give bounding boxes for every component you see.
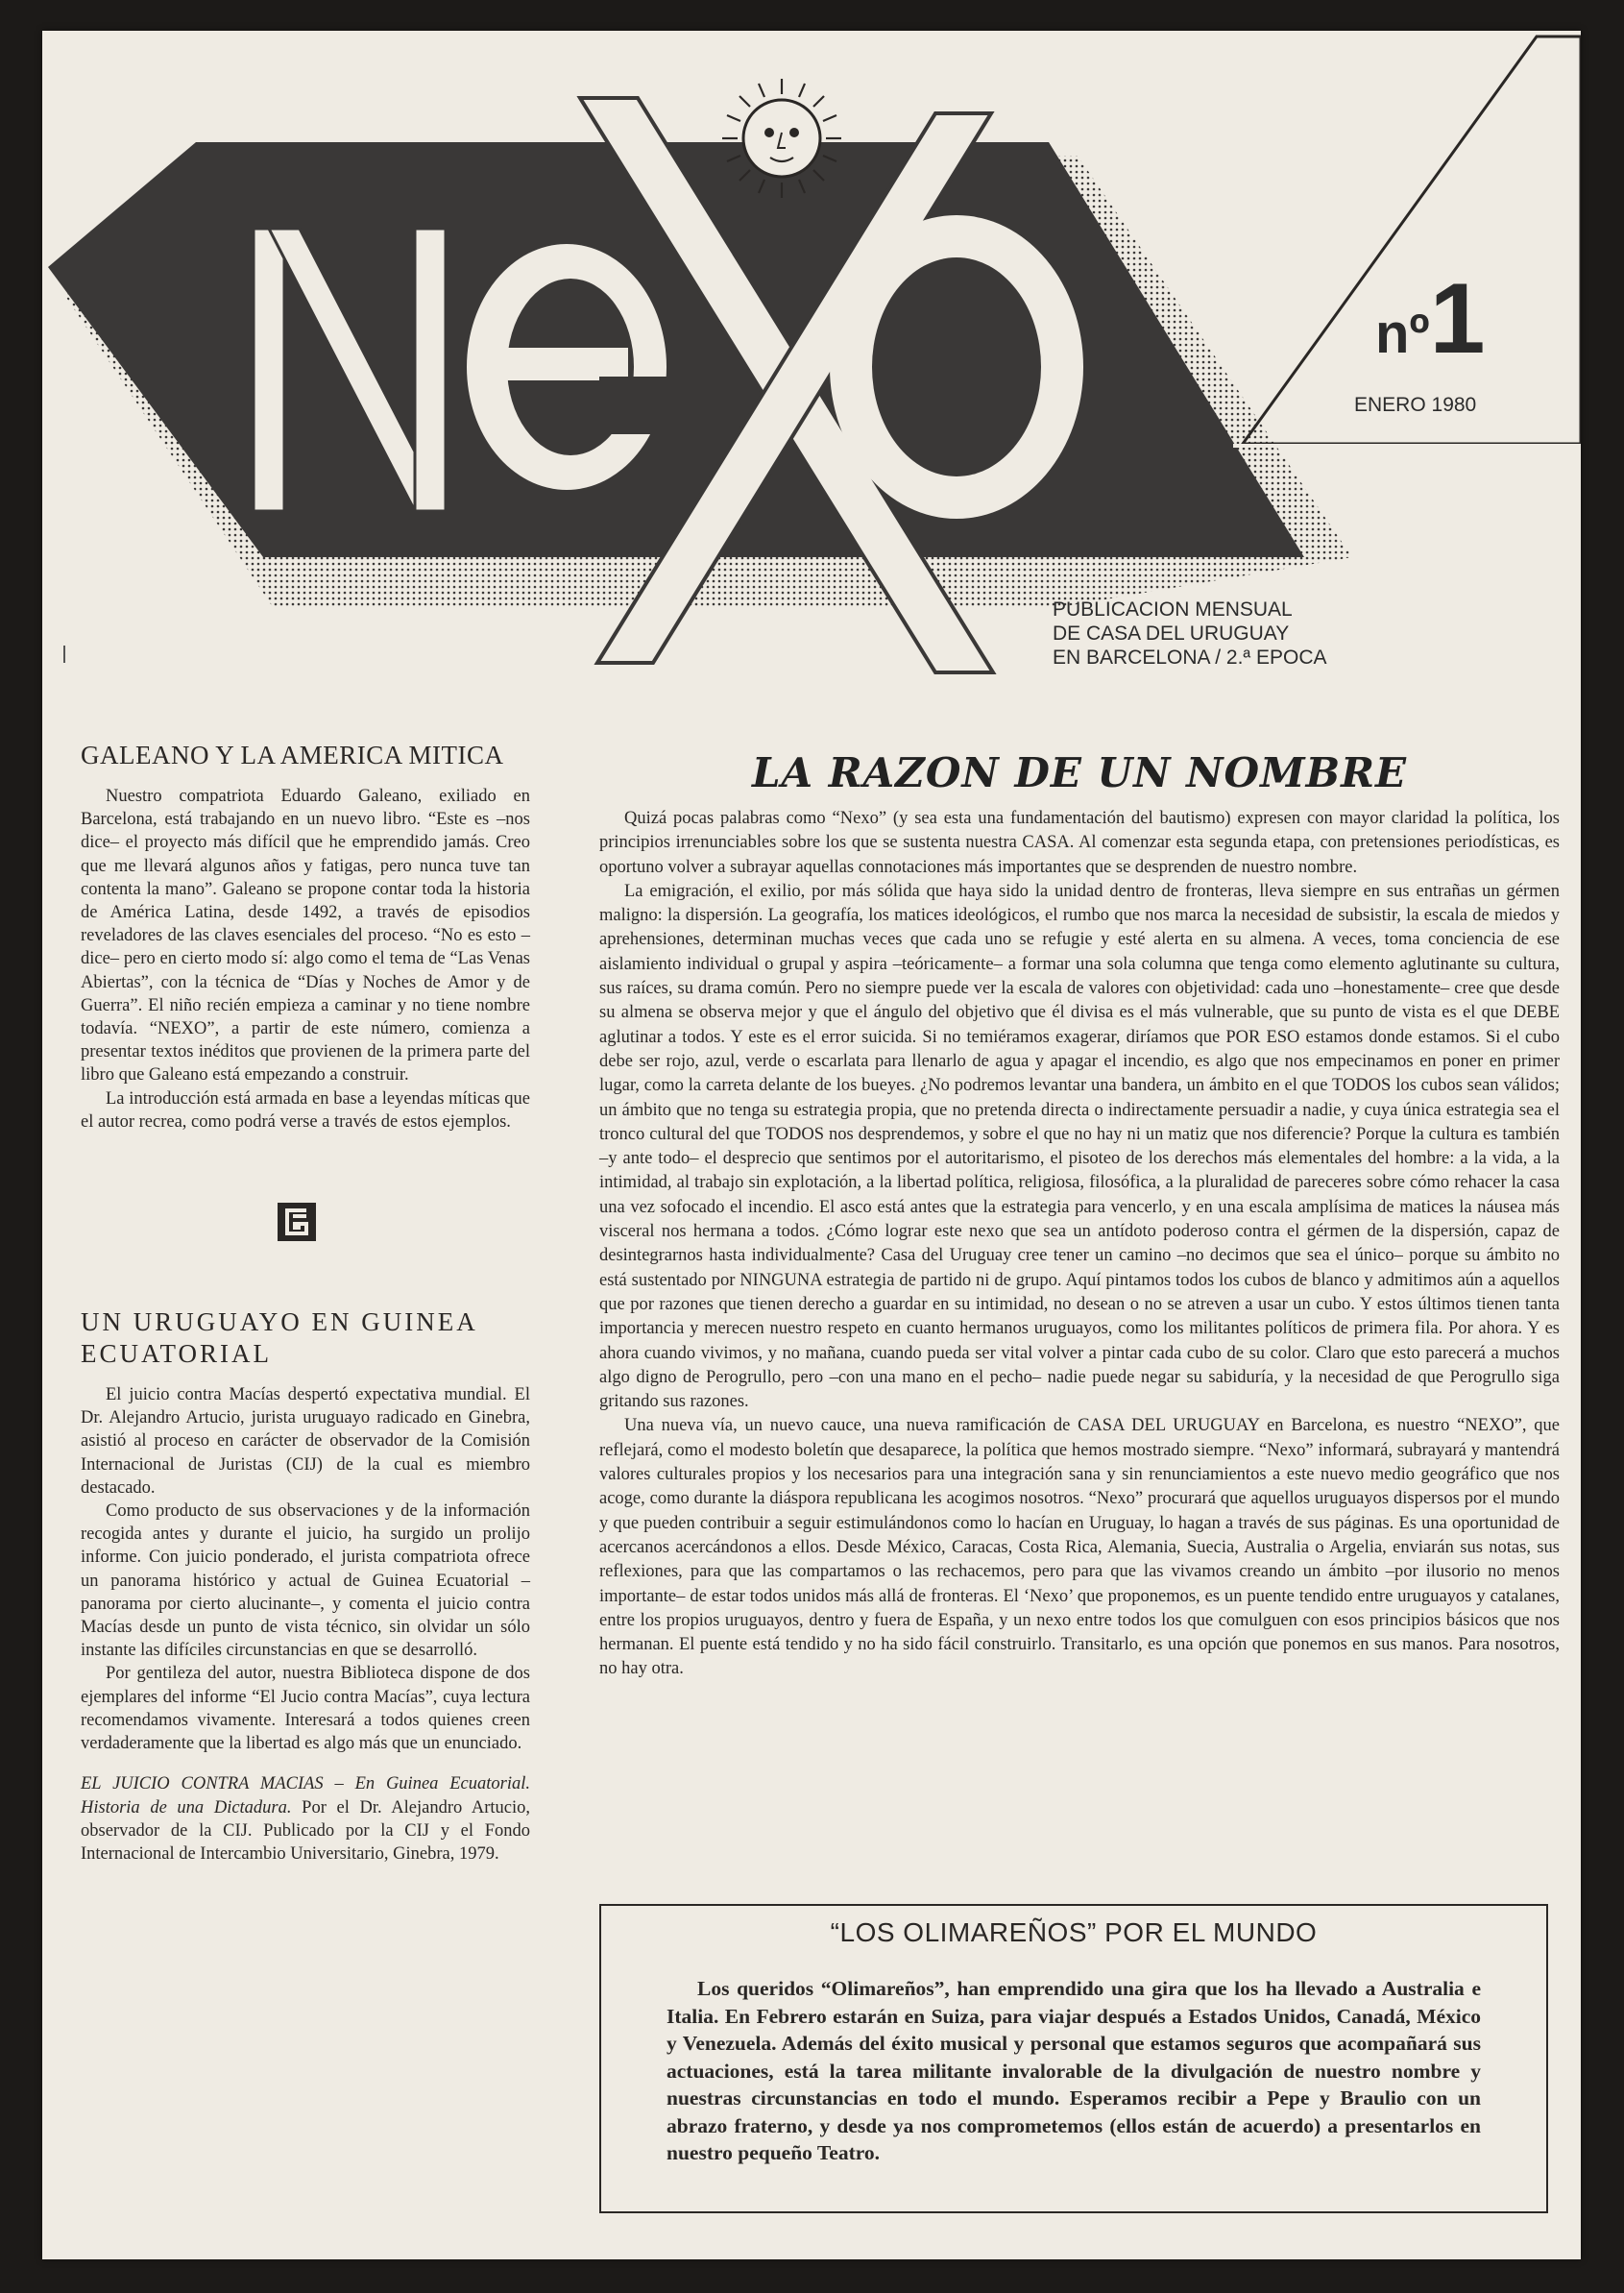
publication-info: PUBLICACION MENSUAL DE CASA DEL URUGUAY EN BARCELONA / 2.ª EPOCA — [1053, 598, 1327, 669]
left-column — [81, 740, 530, 1866]
issue-triangle — [1243, 37, 1581, 444]
box-text: Los queridos “Olimareños”, han emprendido una gira que los ha llevado a Australia e Italia. En Febrero estarán en Suiza, para viajar después a Estados Unidos, Canadá, México y Venezuela. Además del éxito musical y personal que estamos seguros que acompañará sus actuaciones, está la tarea militante invalorable de la divulgación de nuestro nombre y nuestras circunstancias en todo el mundo. Esperamos recibir a Pepe y Braulio con un abrazo fraterno, y desde ya nos comprometemos (ellos están de acuerdo) a presentarlos en nuestro pequeño Teatro. — [667, 1977, 1481, 2164]
article-title-galeano: GALEANO Y LA AMERICA MITICA — [81, 741, 504, 769]
article-paragraph: Como producto de sus observaciones y de la información recogida antes y durante el juicio, ha surgido un prolijo informe. Con juicio ponderado, el jurista compatriota ofrece un panorama histórico y actual de Guinea Ecuatorial –panorama por cierto alucinante–, y comenta el juicio contra Macías desde un punto de vista técnico, sin olvidar un sólo instante las difíciles circunstancias en que se desarrolló. — [81, 1501, 530, 1661]
article-paragraph: Quizá pocas palabras como “Nexo” (y sea esta una fundamentación del bautismo) expresen con mayor claridad la política, los principios irrenunciables sobre los que se sustenta nuestra CASA. Al comenzar esta segunda etapa, con pretensiones periodísticas, es oportuno volver a subrayar aquellas connotaciones más importantes que se desprenden de nuestro nombre. — [599, 809, 1560, 877]
casa-logo-icon — [278, 1203, 316, 1241]
book-reference: EL JUICIO CONTRA MACIAS – En Guinea Ecuatorial. Historia de una Dictadura. Por el Dr. Alejandro Artucio, observador de la CIJ. Publicado por la CIJ y el Fondo Internacional de Intercambio Universitario, Ginebra, 1979. — [81, 1774, 530, 1864]
article-paragraph: Nuestro compatriota Eduardo Galeano, exiliado en Barcelona, está trabajando en un nuevo libro. “Este es –nos dice– el proyecto más difícil que he emprendido jamás. Creo que me llevará algunos años y fatigas, pero nunca tuve tan contenta la mano”. Galeano se propone contar toda la historia de América Latina, desde 1492, a través de episodios reveladores de las claves esenciales del proceso. “No es esto –dice– pero en cierto modo sí: algo como el tema de “Las Venas Abiertas”, con la técnica de “Días y Noches de Amor y de Guerra”. El niño recién empieza a caminar y no tiene nombre todavía. “NEXO”, a partir de este número, comienza a presentar textos inéditos que provienen de la primera parte del libro que Galeano está empezando a construir. — [81, 787, 530, 1086]
article-paragraph: La introducción está armada en base a leyendas míticas que el autor recrea, como podrá verse a través de estos ejemplos. — [81, 1088, 530, 1132]
article-paragraph: El juicio contra Macías despertó expectativa mundial. El Dr. Alejandro Artucio, jurista uruguayo radicado en Ginebra, asistió al proceso en carácter de observador de la Comisión Internacional de Juristas (CIJ) de la cual es miembro destacado. — [81, 1385, 530, 1498]
article-title-guinea: UN URUGUAYO EN GUINEA ECUATORIAL — [81, 1307, 477, 1369]
article-paragraph: Por gentileza del autor, nuestra Biblioteca dispone de dos ejemplares del informe “El Jucio contra Macías”, cuya lectura recomendamos vivamente. Interesará a todos quienes creen verdaderamente que la libertad es algo más que un enunciado. — [81, 1664, 530, 1754]
main-article-title: LA RAZON DE UN NOMBRE — [751, 749, 1408, 796]
article-paragraph: Una nueva vía, un nuevo cauce, una nueva ramificación de CASA DEL URUGUAY en Barcelona, es nuestro “NEXO”, que reflejará, como el modesto boletín que desaparece, la política que hemos mostrado siempre. “Nexo” informará, subrayará y mantendrá valores culturales propios y los necesarios para una integración sana y sin renunciamientos a este nuevo medio geográfico que nos acoge, como durante la diáspora republicana les acogimos nosotros. “Nexo” procurará que aquellos uruguayos dispersos por el mundo y que pueden contribuir a seguir estimulándonos como lo hacían en Uruguay, lo hagan a través de sus páginas. Es una oportunidad de acercanos acercándonos a ellos. Desde México, Caracas, Costa Rica, Alemania, Suecia, Australia o Argelia, enviarán sus notas, sus reflexiones, para que las compartamos o las rechacemos, pero para que las vivamos creando un ámbito –por ilusorio no menos importante– de estar todos unidos más allá de fronteras. El ‘Nexo’ que proponemos, es un puente tendido entre uruguayos y catalanes, entre los propios uruguayos, dentro y fuera de España, y un nexo entre todos los que comulguen con esos principios básicos que nos hermanan. El puente está tendido y no ha sido fácil construirlo. Transitarlo, es una opción que ponemos en sus manos. Para nosotros, no hay otra. — [599, 1416, 1560, 1679]
fold-mark — [63, 646, 65, 663]
newspaper-page — [42, 31, 1581, 2259]
logo-letter-o — [830, 215, 1083, 519]
issue-number: nº1 — [1375, 263, 1486, 375]
box-title: “LOS OLIMAREÑOS” POR EL MUNDO — [830, 1917, 1318, 1947]
issue-date: ENERO 1980 — [1354, 394, 1477, 416]
article-paragraph: La emigración, el exilio, por más sólida que haya sido la unidad dentro de fronteras, lleva siempre en sus entrañas un gérmen maligno: la dispersión. La geografía, los matices ideológicos, el rumbo que nos marca la necesidad de subsistir, la escala de miedos y aprehensiones, determinan muchas veces que cada uno se refugie y esté alerta en su almena. A veces, toma conciencia de ese aislamiento individual o grupal y aspira –teóricamente– a formar una sola columna que tenga como elemento aglutinante su cultura, sus raíces, su drama común. Pero no siempre puede ver la escala de valores con objetividad: cada uno –honestamente– cree que desde su almena se observa mejor y que el ángulo del objetivo que él divisa es el más vulnerable, que su punto de vista es el que DEBE aglutinar a todos. Y este es el error suicida. Si no temiéramos exagerar, diríamos que POR ESO estamos donde estamos. Si el cubo debe ser rojo, azul, verde o escarlata para llenarlo de agua y apagar el incendio, es algo que nos empecinamos en poner en primer lugar, como la carreta delante de los bueyes. ¿No podremos levantar una bandera, un ámbito en el que TODOS los cubos sean válidos; un ámbito que no tenga su estrategia propia, que no pretenda directa o indirectamente persuadir a nadie, y cuya única estrategia sea el tronco cultural del que TODOS nos desprendemos, y sobre el que no hay ni un matiz que nos diferencie? Porque la cultura es también –y ante todo– el desprecio que sentimos por el autoritarismo, el pisoteo de los derechos más elementales del hombre: a la vida, a la intimidad, al trabajo sin explotación, a la libertad política, religiosa, filosófica, a la pluralidad de pareceres sobre cómo rehacer la casa una vez sofocado el incendio. El asco está antes que la estrategia para vencerlo, y en una escala amplísima de matices la náusea más visceral nos hermana a todos. ¿Cómo lograr este nexo que sea un antídoto poderoso contra el gérmen de la dispersión, capaz de desintegrarnos hasta individualmente? Casa del Uruguay cree tener un camino –no decimos que sea el único– porque su ámbito no está sustentado por NINGUNA estrategia de partido ni de grupo. Aquí pintamos todos los cubos de blanco y admitimos aún a aquellos que por razones que tienen derecho a guardar en su intimidad, no desean o no se atreven a usar un cubo. Y estos últimos tienen tanta importancia y merecen nuestro respeto en cuanto hermanos uruguayos, como los militantes políticos de primera fila. Por ahora. Y es ahora cuando vivimos, y no mañana, cuando pueda ser vital volver a pintar cada cubo de su color. Claro que esto parecerá a muchos algo digno de Perogrullo, pero –con una mano en el pecho– nadie puede negar su sabiduría, y la necesidad de que Perogrullo siga gritando sus razones. — [599, 881, 1560, 1412]
olimarenos-box — [599, 1904, 1548, 2213]
main-article-body — [599, 807, 1560, 1682]
